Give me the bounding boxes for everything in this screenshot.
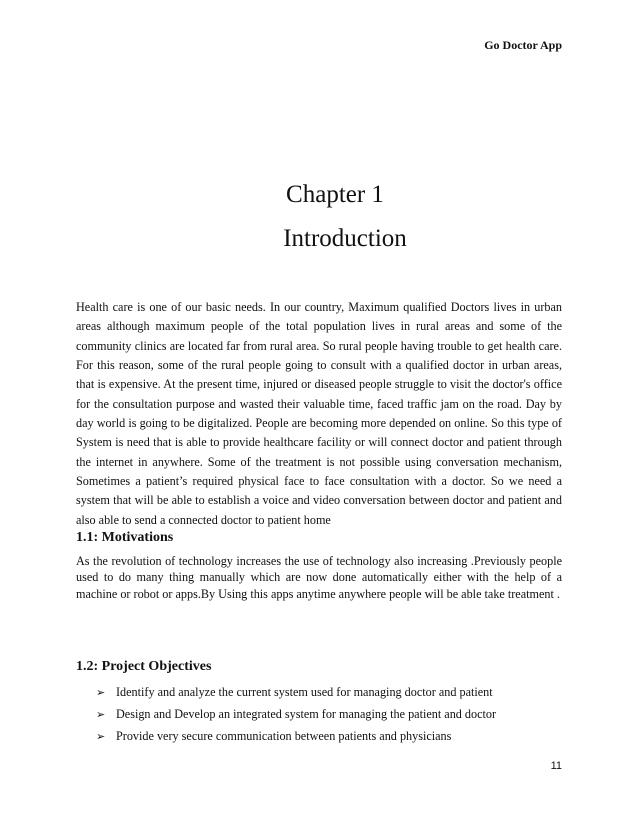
- arrow-bullet-icon: ➢: [96, 708, 106, 721]
- arrow-bullet-icon: ➢: [96, 730, 106, 743]
- objective-item: [96, 681, 566, 703]
- objective-text: Design and Develop an integrated system for managing the patient and doctor: [116, 706, 497, 721]
- objective-item: [96, 703, 566, 725]
- objective-item: [96, 725, 566, 747]
- objective-text: Provide very secure communication between patients and physicians: [116, 728, 452, 743]
- objectives-heading: 1.2: Project Objectives: [76, 659, 212, 674]
- motivations-paragraph: As the revolution of technology increases the use of technology also increasing .Previously people used to do many thing manually which are now done automatically either with the help of a machine or robot or apps.By Using this apps anytime anywhere people will be able take treatment .: [76, 554, 562, 601]
- arrow-bullet-icon: ➢: [96, 686, 106, 699]
- motivations-heading: 1.1: Motivations: [76, 530, 174, 545]
- objective-text: Identify and analyze the current system used for managing doctor and patient: [116, 684, 493, 699]
- running-header: Go Doctor App: [484, 38, 562, 52]
- objectives-list: [96, 681, 566, 747]
- chapter-heading: [0, 178, 638, 256]
- page-number: 11: [550, 760, 562, 772]
- chapter-title: Introduction: [283, 225, 407, 252]
- intro-paragraph: Health care is one of our basic needs. In our country, Maximum qualified Doctors lives in urban areas although maximum people of the total population lives in rural areas and some of the community clinics are located far from rural area. So rural people having trouble to get health care. For this reason, some of the rural people going to consult with a qualified doctor in urban areas, that is expensive. At the present time, injured or diseased people struggle to visit the doctor's office for the consultation purpose and wasted their valuable time, faced traffic jam on the road. Day by day world is going to be digitalized. People are becoming more depended on online. So this type of System is need that is able to provide healthcare facility or will connect doctor and patient through the internet in anywhere. Some of the treatment is not possible using conversation mechanism, Sometimes a patient’s required physical face to face consultation with a doctor. So we need a system that will be able to establish a voice and video conversation between doctor and patient and also able to send a connected doctor to patient home: [76, 300, 562, 527]
- chapter-number: Chapter 1: [286, 181, 384, 208]
